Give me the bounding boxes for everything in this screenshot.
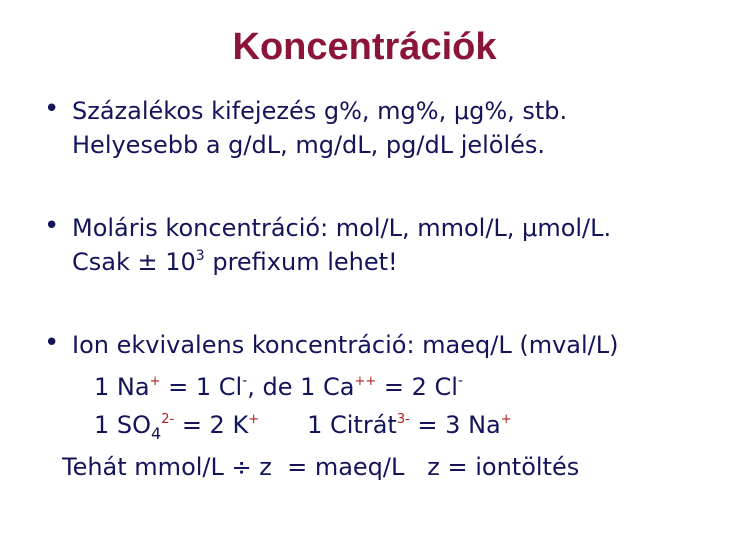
eq2-so-charge: 2- xyxy=(161,412,175,427)
bullet-1-line-1: Százalékos kifejezés g%, mg%, μg%, stb. xyxy=(72,97,568,125)
bullet-2-line-2-post: prefixum lehet! xyxy=(204,248,398,276)
bullet-marker-1: • xyxy=(44,94,60,124)
bullet-3-line-1: Ion ekvivalens koncentráció: maeq/L (mval/L) xyxy=(72,331,619,359)
summary-line: Tehát mmol/L ÷ z = maeq/L z = iontöltés xyxy=(62,453,580,481)
eq1-cl-charge: - xyxy=(242,373,248,389)
exponent: 3 xyxy=(195,248,205,264)
eq1-na-charge: + xyxy=(149,374,161,389)
eq1-cl: = 1 Cl xyxy=(160,373,243,401)
eq2-so: 1 SO xyxy=(94,411,152,439)
eq2-so-sub: 4 xyxy=(151,424,162,443)
bullet-marker-2: • xyxy=(44,211,60,241)
eq2-citrat-charge: 3- xyxy=(396,412,410,427)
slide-title: Koncentrációk xyxy=(232,26,497,68)
bullet-2-line-2 xyxy=(72,247,398,281)
bullet-marker-3: • xyxy=(44,328,60,358)
bullet-1-line-2: Helyesebb a g/dL, mg/dL, pg/dL jelölés. xyxy=(72,131,546,159)
eq1-cl2: = 2 Cl xyxy=(376,373,458,401)
eq2-na: = 3 Na xyxy=(409,411,501,439)
eq1-ca-charge: ++ xyxy=(354,374,377,389)
eq2-k-charge: + xyxy=(248,412,260,427)
eq2-citrat: 1 Citrát xyxy=(307,411,397,439)
eq1-ca: , de 1 Ca xyxy=(247,373,355,401)
eq2-na-charge: + xyxy=(500,412,512,427)
equation-line-1 xyxy=(94,372,463,407)
equation-line-2 xyxy=(94,410,512,445)
eq1-cl2-charge: - xyxy=(457,373,464,389)
bullet-2-line-2-pre: Csak ± 10 xyxy=(72,248,196,276)
eq1-na: 1 Na xyxy=(94,373,150,401)
eq2-k: = 2 K xyxy=(174,411,249,439)
bullet-2-line-1: Moláris koncentráció: mol/L, mmol/L, μmol/L. xyxy=(72,214,612,242)
